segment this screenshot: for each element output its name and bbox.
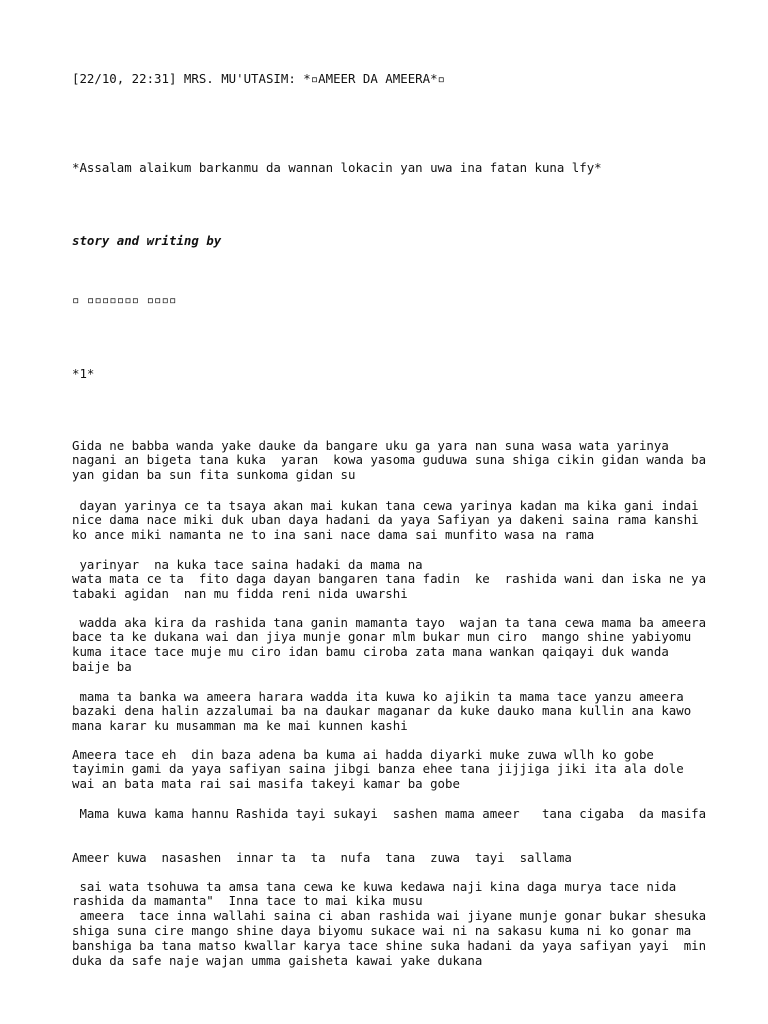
paragraph-text: Mama kuwa kama hannu Rashida tayi sukayi sashen mama ameer tana cigaba da masifa	[72, 805, 707, 821]
chapter-number: *1*	[72, 366, 95, 381]
story-paragraph	[72, 850, 712, 998]
byline: story and writing by	[72, 233, 222, 248]
paragraph-text: yarinyar na kuka tace saina hadaki da mama na wata mata ce ta fito daga dayan bangaren tana fadin ke rashida wani dan iska ne ya tabaki agidan nan mu fidda reni nida uwarshi	[72, 556, 707, 602]
paragraph-text: sai wata tsohuwa ta amsa tana cewa ke kuwa kedawa naji kina daga murya tace nida rashida da mamanta" Inna tace to mai kika musu ameera tace inna wallahi saina ci aban rashida wai jiyane munje gonar bukar shesuka shiga suna cire mango shine daya biyomu sukace wai ni na sakasu kuma ni ko gonar ma banshiga ba tana matso kwallar karya tace shine suka hadani da yaya safiyan yayi min duka da safe naje wajan umma gaisheta kawai yake dukana	[72, 878, 707, 968]
paragraph-text: Ameera tace eh din baza adena ba kuma ai hadda diyarki muke zuwa wllh ko gobe tayimin gami da yaya safiyan saina jibgi banza ehee tana jijjiga jiki ita ala dole wai an bata mata rai sai masifa takeyi kamar ba gobe	[72, 746, 692, 792]
message-header: [22/10, 22:31] MRS. MU'UTASIM: *▫AMEER DA AMEERA*▫	[72, 71, 445, 86]
author-line: ▫ ▫▫▫▫▫▫▫ ▫▫▫▫	[72, 292, 177, 307]
paragraph-text: Gida ne babba wanda yake dauke da bangare uku ga yara nan suna wasa wata yarinya nagani an bigeta tana kuka yaran kowa yasoma guduwa suna shiga cikin gidan wanda ba yan gidan ba sun fita sunkoma gidan su	[72, 437, 714, 483]
paragraph-text: mama ta banka wa ameera harara wadda ita kuwa ko ajikin ta mama tace yanzu ameera bazaki dena halin azzalumai ba na daukar maganar da kuke dauko mana kullin ana kawo mana karar ku musamman ma ke mai kunnen kashi	[72, 688, 699, 734]
paragraph-text: Ameer kuwa nasashen innar ta ta nufa tana zuwa tayi sallama	[72, 849, 572, 865]
paragraph-text: wadda aka kira da rashida tana ganin mamanta tayo wajan ta tana cewa mama ba ameera bace ta ke dukana wai dan jiya munje gonar mlm bukar mun ciro mango shine yabiyomu kuma itace tace muje mu ciro idan bamu ciroba zata mana wankan qaiqayi duk wanda baije ba	[72, 614, 714, 674]
greeting-line: *Assalam alaikum barkanmu da wannan lokacin yan uwa ina fatan kuna lfy*	[72, 160, 602, 175]
paragraph-text: dayan yarinya ce ta tsaya akan mai kukan tana cewa yarinya kadan ma kika gani indai nice dama nace miki duk uban daya hadani da yaya Safiyan ya dakeni saina rama kanshi ko ance miki namanta ne to ina sani nace dama sai munfito wasa na rama	[72, 497, 707, 543]
